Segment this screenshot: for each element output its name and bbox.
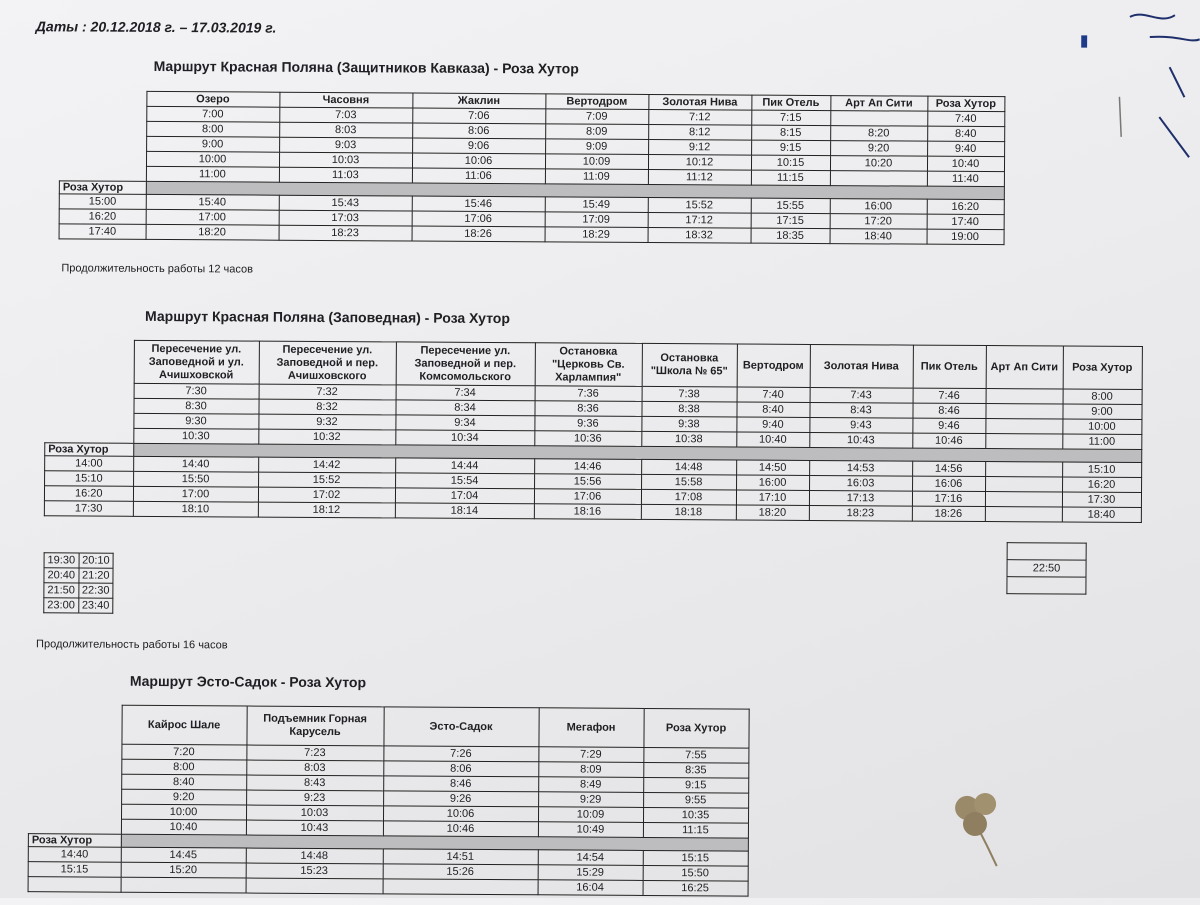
route2-table: [44, 339, 1143, 523]
spacer-cell: [59, 166, 146, 182]
table-row: [1007, 577, 1086, 594]
time-cell: 7:30: [134, 383, 259, 399]
time-cell: 8:40: [736, 402, 809, 417]
time-cell: 10:35: [643, 807, 748, 823]
time-cell: 11:40: [927, 171, 1004, 186]
time-cell: 9:09: [545, 139, 648, 155]
time-cell: 16:06: [912, 476, 985, 491]
time-cell: 17:13: [809, 490, 912, 506]
time-cell: 10:46: [912, 433, 985, 448]
time-cell: 11:09: [545, 169, 648, 185]
spacer-cell: [29, 774, 122, 790]
time-cell: 17:20: [830, 214, 927, 230]
pen-mark: ▮: [1079, 32, 1089, 50]
time-cell: 7:43: [810, 387, 913, 403]
time-cell: 16:03: [809, 475, 912, 491]
spacer-cell: [29, 744, 122, 760]
time-cell: 9:38: [641, 416, 736, 432]
time-cell: 15:23: [246, 863, 383, 879]
route3-table: [28, 704, 750, 896]
table-row: [28, 877, 748, 896]
time-cell: 17:00: [146, 209, 279, 225]
time-cell: 17:03: [279, 210, 412, 226]
time-cell: 10:00: [121, 804, 246, 820]
column-header: Пик Отель: [913, 345, 986, 388]
time-cell: 22:50: [1007, 560, 1086, 577]
dates-header: Даты : 20.12.2018 г. – 17.03.2019 г.: [35, 18, 277, 36]
time-cell: 16:00: [736, 475, 809, 490]
time-cell: 10:00: [1062, 419, 1141, 434]
time-cell: 14:40: [28, 847, 121, 863]
spacer-cell: [29, 759, 122, 775]
time-cell: 9:46: [912, 418, 985, 433]
column-header: Пересечение ул. Заповедной и ул. Ачишховской: [134, 340, 259, 384]
time-cell: [986, 389, 1063, 404]
time-cell: 18:20: [736, 505, 809, 520]
return-label: Роза Хутор: [28, 834, 121, 848]
time-cell: [985, 477, 1062, 492]
time-cell: 9:15: [643, 777, 748, 793]
time-cell: 14:45: [121, 847, 246, 863]
column-header: Часовня: [279, 92, 412, 108]
time-cell: 9:20: [830, 141, 927, 157]
time-cell: 22:30: [78, 583, 113, 598]
time-cell: 15:56: [534, 474, 641, 490]
time-cell: 10:43: [246, 820, 383, 836]
time-cell: 15:10: [1062, 462, 1141, 477]
time-cell: 8:03: [246, 760, 383, 776]
time-cell: 17:04: [395, 488, 534, 504]
column-header: Остановка "Церковь Св. Харлампия": [535, 343, 642, 387]
return-label: Роза Хутор: [45, 443, 134, 457]
route2-title: Маршрут Красная Поляна (Заповедная) - Роза Хутор: [145, 307, 510, 327]
time-cell: 10:34: [395, 430, 534, 446]
time-cell: 15:50: [643, 865, 748, 881]
column-header: Роза Хутор: [643, 708, 748, 748]
time-cell: 10:03: [246, 805, 383, 821]
time-cell: 9:03: [279, 137, 412, 153]
column-header: Роза Хутор: [1063, 346, 1142, 389]
time-cell: 14:54: [538, 850, 643, 866]
route2-evening-table: [43, 552, 113, 613]
time-cell: 7:34: [396, 385, 535, 401]
time-cell: 16:04: [538, 880, 643, 896]
time-cell: 11:15: [751, 170, 830, 185]
time-cell: 8:15: [751, 125, 830, 140]
time-cell: 15:20: [121, 862, 246, 878]
header-row: [45, 340, 1142, 390]
time-cell: [246, 878, 383, 894]
time-cell: 15:43: [279, 195, 412, 211]
time-cell: 10:03: [279, 152, 412, 168]
time-cell: 9:12: [648, 139, 751, 155]
column-header: Мегафон: [538, 708, 643, 748]
spacer-cell: [60, 121, 147, 137]
time-cell: 18:10: [133, 501, 258, 517]
time-cell: 17:10: [736, 490, 809, 505]
time-cell: 17:40: [59, 224, 146, 240]
time-cell: 21:20: [78, 568, 113, 583]
column-header: Арт Ап Сити: [830, 96, 927, 112]
time-cell: 9:23: [246, 790, 383, 806]
time-cell: 8:12: [648, 124, 751, 140]
time-cell: 16:20: [1062, 477, 1141, 492]
time-cell: 21:50: [44, 583, 79, 598]
handwriting-scribble-icon: [1089, 7, 1200, 178]
route2-side-table: [1006, 542, 1086, 594]
time-cell: [121, 877, 246, 893]
time-cell: 15:52: [648, 197, 751, 213]
column-header: Пересечение ул. Заповедной и пер. Комсомольского: [396, 342, 535, 386]
time-cell: 16:20: [44, 486, 133, 502]
time-cell: 10:30: [133, 428, 258, 444]
time-cell: 8:43: [809, 402, 912, 418]
time-cell: 17:08: [641, 489, 736, 505]
time-cell: 8:43: [246, 775, 383, 791]
column-header: Золотая Нива: [810, 344, 913, 388]
time-cell: 8:40: [121, 774, 246, 790]
time-cell: 7:12: [648, 109, 751, 125]
table-row: [1007, 560, 1086, 577]
column-header: Вертодром: [545, 94, 648, 110]
time-cell: 16:25: [643, 880, 748, 896]
time-cell: 10:49: [538, 822, 643, 838]
time-cell: 17:15: [751, 213, 830, 228]
spacer-cell: [45, 413, 134, 429]
time-cell: 7:09: [545, 109, 648, 125]
time-cell: [985, 462, 1062, 477]
time-cell: 7:29: [538, 747, 643, 763]
time-cell: 18:23: [809, 505, 912, 521]
column-header: Вертодром: [737, 344, 810, 387]
time-cell: [383, 879, 538, 895]
time-cell: 16:00: [830, 199, 927, 215]
spacer-cell: [45, 340, 134, 384]
spacer-cell: [60, 91, 147, 107]
time-cell: 17:30: [44, 501, 133, 517]
time-cell: 15:10: [45, 471, 134, 487]
time-cell: [1007, 543, 1086, 560]
table-row: [44, 598, 113, 613]
spacer-cell: [29, 705, 122, 745]
time-cell: 7:15: [751, 110, 830, 125]
time-cell: 7:40: [737, 387, 810, 402]
time-cell: 15:54: [395, 473, 534, 489]
time-cell: 14:00: [45, 456, 134, 472]
time-cell: 8:32: [258, 399, 395, 415]
time-cell: 10:46: [383, 821, 538, 837]
flower-doodle-icon: [945, 786, 1026, 876]
time-cell: 8:35: [643, 762, 748, 778]
time-cell: 23:40: [78, 598, 113, 613]
time-cell: 10:43: [809, 432, 912, 448]
time-cell: 17:16: [912, 491, 985, 506]
time-cell: 18:23: [279, 225, 412, 241]
route1-title: Маршрут Красная Поляна (Защитников Кавказа) - Роза Хутор: [153, 57, 579, 77]
time-cell: 14:44: [395, 458, 534, 474]
time-cell: 17:02: [258, 487, 395, 503]
time-cell: 7:20: [121, 744, 246, 760]
time-cell: 19:30: [44, 553, 79, 568]
time-cell: 15:55: [751, 198, 830, 213]
time-cell: 15:40: [146, 194, 279, 210]
time-cell: [830, 111, 927, 127]
time-cell: 10:12: [648, 154, 751, 170]
route3-title: Маршрут Эсто-Садок - Роза Хутор: [129, 672, 367, 691]
time-cell: 18:40: [830, 229, 927, 245]
time-cell: 7:32: [259, 384, 396, 400]
header-row: [29, 705, 749, 748]
time-cell: 9:30: [133, 413, 258, 429]
time-cell: 17:40: [927, 214, 1004, 229]
time-cell: 14:40: [133, 456, 258, 472]
time-cell: 15:15: [28, 862, 121, 878]
time-cell: 11:00: [146, 166, 279, 182]
time-cell: 14:50: [736, 460, 809, 475]
time-cell: 10:06: [412, 153, 545, 169]
route1-note: Продолжительность работы 12 часов: [61, 262, 253, 276]
column-header: Золотая Нива: [648, 94, 751, 110]
time-cell: 8:40: [927, 126, 1004, 141]
time-cell: 15:00: [59, 194, 146, 210]
time-cell: 9:55: [643, 792, 748, 808]
time-cell: 7:06: [412, 108, 545, 124]
time-cell: 8:00: [121, 759, 246, 775]
time-cell: [985, 404, 1062, 419]
time-cell: 8:09: [545, 124, 648, 140]
spacer-cell: [60, 106, 147, 122]
time-cell: 9:40: [736, 417, 809, 432]
time-cell: 15:29: [538, 865, 643, 881]
column-header: Кайрос Шале: [121, 705, 246, 745]
time-cell: 18:32: [648, 227, 751, 243]
time-cell: 17:09: [545, 212, 648, 228]
time-cell: 7:00: [146, 106, 279, 122]
time-cell: 9:00: [1062, 404, 1141, 419]
time-cell: [830, 171, 927, 187]
time-cell: 14:48: [641, 459, 736, 475]
time-cell: 11:12: [648, 169, 751, 185]
time-cell: 18:20: [146, 224, 279, 240]
time-cell: 9:34: [395, 415, 534, 431]
time-cell: 10:09: [538, 807, 643, 823]
time-cell: 7:03: [279, 107, 412, 123]
time-cell: 15:50: [133, 471, 258, 487]
time-cell: 15:26: [383, 864, 538, 880]
time-cell: 7:40: [927, 111, 1004, 126]
time-cell: 18:18: [641, 504, 736, 520]
time-cell: 11:06: [412, 168, 545, 184]
time-cell: 8:49: [538, 777, 643, 793]
time-cell: 8:46: [912, 403, 985, 418]
time-cell: 10:06: [383, 806, 538, 822]
time-cell: 8:20: [830, 126, 927, 142]
time-cell: [1007, 577, 1086, 594]
time-cell: 10:20: [830, 156, 927, 172]
time-cell: 15:15: [643, 850, 748, 866]
column-header: Пересечение ул. Заповедной и пер. Ачишховского: [259, 341, 396, 385]
time-cell: 8:30: [133, 398, 258, 414]
time-cell: 15:46: [412, 196, 545, 212]
time-cell: 9:32: [258, 414, 395, 430]
time-cell: 17:00: [133, 486, 258, 502]
column-header: Роза Хутор: [927, 96, 1004, 111]
time-cell: 8:00: [146, 121, 279, 137]
time-cell: 9:20: [121, 789, 246, 805]
time-cell: 9:26: [383, 791, 538, 807]
time-cell: 17:30: [1062, 492, 1141, 507]
time-cell: 14:56: [912, 461, 985, 476]
time-cell: 14:53: [809, 460, 912, 476]
time-cell: 18:40: [1062, 507, 1141, 522]
spacer-cell: [45, 428, 134, 444]
time-cell: 11:03: [279, 167, 412, 183]
return-label: Роза Хутор: [59, 181, 146, 195]
time-cell: 14:46: [534, 459, 641, 475]
time-cell: 9:43: [809, 417, 912, 433]
time-cell: 9:15: [751, 140, 830, 155]
time-cell: 8:00: [1063, 389, 1142, 404]
time-cell: 7:55: [643, 747, 748, 763]
time-cell: 10:32: [258, 429, 395, 445]
time-cell: 8:38: [641, 401, 736, 417]
time-cell: 9:29: [538, 792, 643, 808]
time-cell: 20:40: [44, 568, 79, 583]
time-cell: 14:48: [246, 848, 383, 864]
time-cell: 7:38: [642, 386, 737, 402]
time-cell: [985, 434, 1062, 449]
time-cell: 7:46: [913, 388, 986, 403]
table-row: [44, 553, 113, 568]
time-cell: 7:36: [535, 386, 642, 402]
time-cell: 19:00: [927, 229, 1004, 244]
time-cell: 8:46: [383, 776, 538, 792]
time-cell: 11:15: [643, 822, 748, 838]
time-cell: 15:49: [545, 197, 648, 213]
time-cell: 11:00: [1062, 434, 1141, 449]
time-cell: 8:06: [383, 761, 538, 777]
spacer-cell: [45, 383, 134, 399]
column-header: Подъемник Горная Карусель: [246, 706, 383, 746]
spacer-cell: [28, 819, 121, 835]
time-cell: 10:15: [751, 155, 830, 170]
time-cell: 10:40: [927, 156, 1004, 171]
time-cell: 10:36: [534, 431, 641, 447]
time-cell: 23:00: [44, 598, 79, 613]
column-header: Остановка "Школа № 65": [642, 343, 737, 387]
spacer-cell: [60, 136, 147, 152]
time-cell: [985, 492, 1062, 507]
table-row: [44, 568, 113, 583]
time-cell: [985, 507, 1062, 522]
time-cell: 17:12: [648, 212, 751, 228]
time-cell: [985, 419, 1062, 434]
time-cell: 17:06: [412, 211, 545, 227]
column-header: Озеро: [146, 91, 279, 107]
column-header: Жаклин: [412, 93, 545, 109]
time-cell: 14:51: [383, 849, 538, 865]
column-header: Эсто-Садок: [383, 707, 538, 747]
time-cell: 8:36: [534, 401, 641, 417]
time-cell: 18:26: [412, 226, 545, 242]
time-cell: 10:09: [545, 154, 648, 170]
time-cell: 18:12: [258, 502, 395, 518]
time-cell: 18:16: [534, 504, 641, 520]
time-cell: 16:20: [59, 209, 146, 225]
time-cell: 9:40: [927, 141, 1004, 156]
time-cell: 9:36: [534, 416, 641, 432]
time-cell: 10:40: [736, 432, 809, 447]
spacer-cell: [28, 804, 121, 820]
spacer-cell: [45, 398, 134, 414]
column-header: Арт Ап Сити: [986, 346, 1063, 389]
time-cell: 14:42: [258, 457, 395, 473]
time-cell: 10:40: [121, 819, 246, 835]
time-cell: 10:38: [641, 431, 736, 447]
time-cell: 8:34: [395, 400, 534, 416]
time-cell: 18:14: [395, 503, 534, 519]
spacer-cell: [59, 151, 146, 167]
time-cell: 10:00: [146, 151, 279, 167]
time-cell: 8:03: [279, 122, 412, 138]
time-cell: 18:35: [751, 228, 830, 243]
time-cell: 8:09: [538, 762, 643, 778]
time-cell: 9:00: [146, 136, 279, 152]
table-row: [1007, 543, 1086, 560]
time-cell: 17:06: [534, 489, 641, 505]
time-cell: 9:06: [412, 138, 545, 154]
route2-note: Продолжительность работы 16 часов: [36, 638, 228, 652]
route1-table: [59, 90, 1005, 245]
time-cell: 7:23: [246, 745, 383, 761]
time-cell: 15:52: [258, 472, 395, 488]
time-cell: [28, 877, 121, 893]
time-cell: 8:06: [412, 123, 545, 139]
time-cell: 15:58: [641, 474, 736, 490]
table-row: [44, 583, 113, 598]
time-cell: 20:10: [79, 553, 114, 568]
time-cell: 18:26: [912, 506, 985, 521]
spacer-cell: [29, 789, 122, 805]
time-cell: 18:29: [545, 227, 648, 243]
time-cell: 16:20: [927, 199, 1004, 214]
column-header: Пик Отель: [751, 95, 830, 110]
time-cell: 7:26: [383, 746, 538, 762]
